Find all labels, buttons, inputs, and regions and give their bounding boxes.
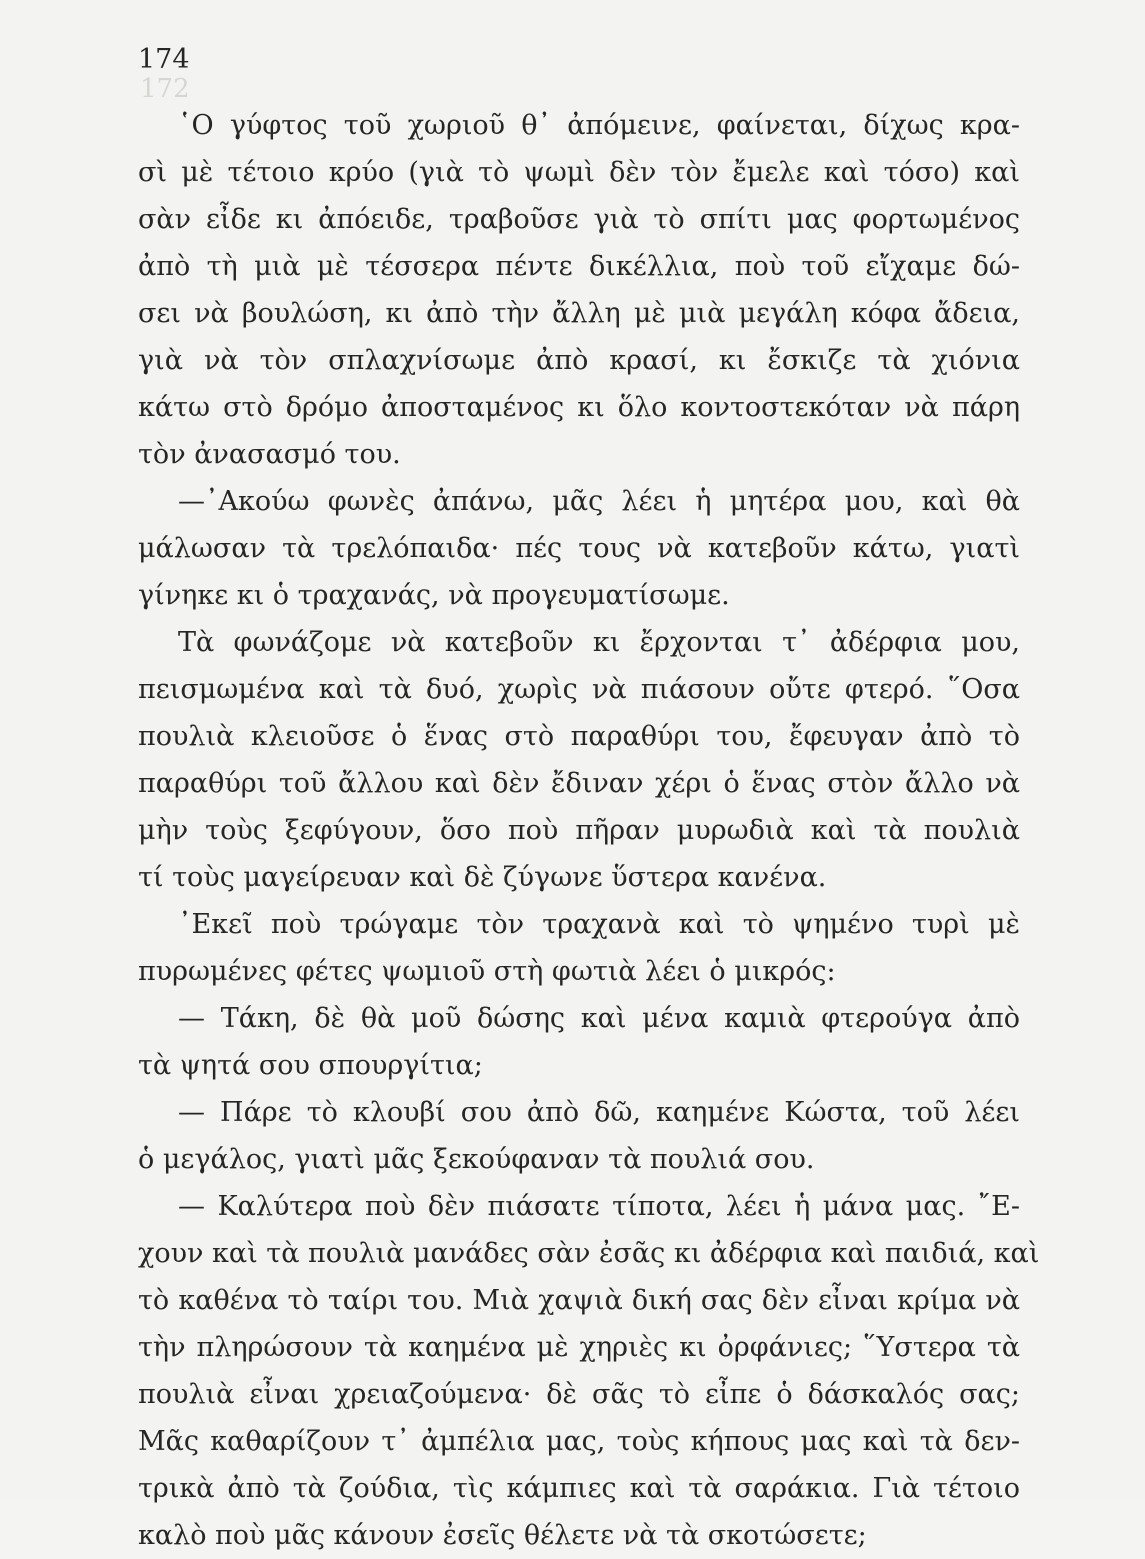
text-line: — Καλύτερα ποὺ δὲν πιάσατε τίποτα, λέει ἡ μάνα μας. ῎Ε- (178, 1191, 1020, 1222)
text-line: χουν καὶ τὰ πουλιὰ μανάδες σὰν ἐσᾶς κι ἀδέρφια καὶ παιδιά, καὶ (138, 1238, 1040, 1269)
text-line: ὁ μεγάλος, γιατὶ μᾶς ξεκούφαναν τὰ πουλιά σου. (138, 1144, 815, 1175)
text-line: σὶ μὲ τέτοιο κρύο (γιὰ τὸ ψωμὶ δὲν τὸν ἔμελε καὶ τόσο) καὶ (138, 157, 1020, 188)
page-number: 174 (138, 44, 190, 75)
text-line: μάλωσαν τὰ τρελόπαιδα· πές τους νὰ κατεβοῦν κάτω, γιατὶ (138, 533, 1020, 564)
text-line: τὸν ἀνασασμό του. (138, 439, 401, 470)
text-line: πουλιὰ εἶναι χρειαζούμενα· δὲ σᾶς τὸ εἶπε ὁ δάσκαλός σας; (138, 1379, 1020, 1410)
text-line: τὴν πληρώσουν τὰ καημένα μὲ χηριὲς κι ὀρφάνιες; ῞Υστερα τὰ (138, 1332, 1020, 1363)
text-line: πεισμωμένα καὶ τὰ δυό, χωρὶς νὰ πιάσουν οὔτε φτερό. ῞Οσα (138, 674, 1020, 705)
text-line: κάτω στὸ δρόμο ἀποσταμένος κι ὅλο κοντοστεκόταν νὰ πάρη (138, 392, 1020, 423)
text-line: καλὸ ποὺ μᾶς κάνουν ἐσεῖς θέλετε νὰ τὰ σκοτώσετε; (138, 1520, 867, 1551)
text-line: Τὰ φωνάζομε νὰ κατεβοῦν κι ἔρχονται τ᾿ ἀδέρφια μου, (178, 627, 1020, 658)
text-line: γίνηκε κι ὁ τραχανάς, νὰ προγευματίσωμε. (138, 580, 730, 611)
text-line: σει νὰ βουλώση, κι ἀπὸ τὴν ἄλλη μὲ μιὰ μεγάλη κόφα ἄδεια, (138, 298, 1020, 329)
text-line: μὴν τοὺς ξεφύγουν, ὅσο ποὺ πῆραν μυρωδιὰ καὶ τὰ πουλιὰ (138, 815, 1020, 846)
text-line: ᾿Εκεῖ ποὺ τρώγαμε τὸν τραχανὰ καὶ τὸ ψημένο τυρὶ μὲ (178, 909, 1020, 940)
text-line: τί τοὺς μαγείρευαν καὶ δὲ ζύγωνε ὕστερα κανένα. (138, 862, 827, 893)
text-line: ῾Ο γύφτος τοῦ χωριοῦ θ᾿ ἀπόμεινε, φαίνεται, δίχως κρα- (178, 110, 1020, 141)
text-line: —᾿Ακούω φωνὲς ἀπάνω, μᾶς λέει ἡ μητέρα μου, καὶ θὰ (178, 486, 1020, 517)
text-line: Μᾶς καθαρίζουν τ᾿ ἀμπέλια μας, τοὺς κήπους μας καὶ τὰ δεν- (138, 1426, 1020, 1457)
text-body (138, 102, 1040, 1559)
text-line: πουλιὰ κλειοῦσε ὁ ἕνας στὸ παραθύρι του, ἔφευγαν ἀπὸ τὸ (138, 721, 1020, 752)
text-line: παραθύρι τοῦ ἄλλου καὶ δὲν ἔδιναν χέρι ὁ ἕνας στὸν ἄλλο νὰ (138, 768, 1020, 799)
bleed-through-page-number: 172 (140, 74, 190, 104)
text-line: τρικὰ ἀπὸ τὰ ζούδια, τὶς κάμπιες καὶ τὰ σαράκια. Γιὰ τέτοιο (138, 1473, 1020, 1504)
text-line: τὸ καθένα τὸ ταίρι του. Μιὰ χαψιὰ δική σας δὲν εἶναι κρίμα νὰ (138, 1285, 1020, 1316)
text-line: σὰν εἶδε κι ἀπόειδε, τραβοῦσε γιὰ τὸ σπίτι μας φορτωμένος (138, 204, 1020, 235)
text-line: γιὰ νὰ τὸν σπλαχνίσωμε ἀπὸ κρασί, κι ἔσκιζε τὰ χιόνια (138, 345, 1020, 376)
text-line: ἀπὸ τὴ μιὰ μὲ τέσσερα πέντε δικέλλια, ποὺ τοῦ εἴχαμε δώ- (138, 251, 1020, 282)
text-line: τὰ ψητά σου σπουργίτια; (138, 1050, 483, 1081)
text-line: — Πάρε τὸ κλουβί σου ἀπὸ δῶ, καημένε Κώστα, τοῦ λέει (178, 1097, 1020, 1128)
text-line: πυρωμένες φέτες ψωμιοῦ στὴ φωτιὰ λέει ὁ μικρός: (138, 956, 836, 987)
text-line: — Τάκη, δὲ θὰ μοῦ δώσης καὶ μένα καμιὰ φτερούγα ἀπὸ (178, 1003, 1020, 1034)
